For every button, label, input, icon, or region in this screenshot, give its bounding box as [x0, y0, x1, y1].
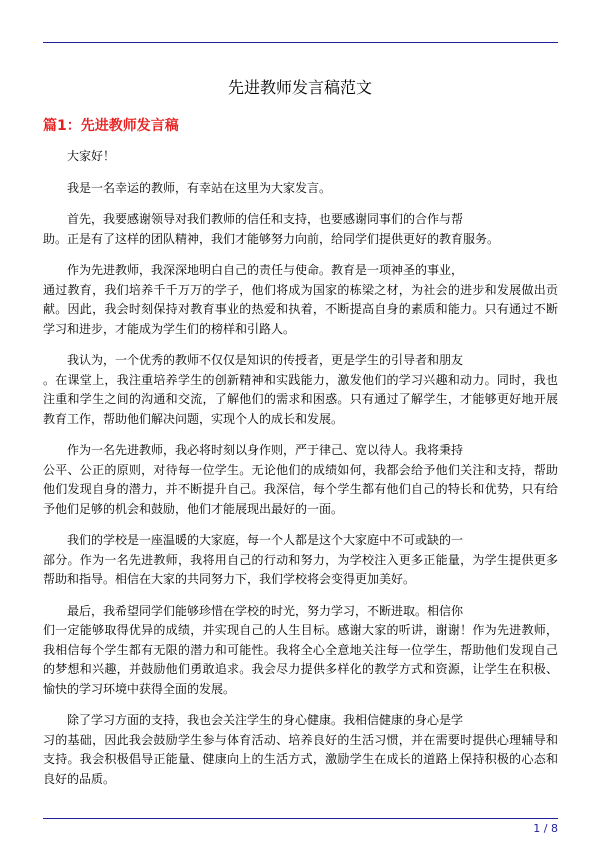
paragraph-line: 最后，我希望同学们能够珍惜在学校的时光，努力学习，不断进取。相信你: [67, 603, 464, 618]
paragraph-line: 大家好！: [67, 149, 116, 163]
paragraph-thanks: [43, 210, 558, 249]
paragraph-fairness: [43, 441, 558, 519]
document-body: [43, 147, 558, 801]
paragraph-line: 作为一名先进教师，我必将时刻以身作则，严于律己、宽以待人。我将秉持: [67, 443, 464, 457]
paragraph-line: 我们的学校是一座温暖的大家庭，每一个人都是这个大家庭中不可或缺的一: [67, 533, 464, 547]
paragraph-line: 作为先进教师，我深深地明白自己的责任与使命。教育是一项神圣的事业，: [67, 263, 464, 277]
paragraph-line: 习的基础，因此我会鼓励学生参与体育活动、培养良好的生活习惯，并在需要时提供心理辅导和支持。我会积极倡导正能量、健康向上的生活方式，激励学生在成长的道路上保持积极的心态和良好的品质。: [43, 732, 558, 786]
paragraph-closing: [43, 602, 558, 700]
paragraph-responsibility: [43, 261, 558, 339]
paragraph-line: 通过教育，我们培养千千万万的学子，他们将成为国家的栋梁之材，为社会的进步和发展做出贡献。因此，我会时刻保持对教育事业的热爱和执着，不断提高自身的素质和能力。只有通过不断学习和进步，才能成为学生们的榜样和引路人。: [43, 282, 558, 336]
paragraph-line: 除了学习方面的支持，我也会关注学生的身心健康。我相信健康的身心是学: [67, 713, 464, 727]
footer-rule: [43, 818, 558, 819]
paragraph-line: 助。正是有了这样的团队精神，我们才能够努力向前，给同学们提供更好的教育服务。: [43, 231, 500, 246]
paragraph-line: 们一定能够取得优异的成绩，并实现自己的人生目标。感谢大家的听讲，谢谢！作为先进教师，我相信每个学生都有无限的潜力和可能性。我将全心全意地关注每一位学生，帮助他们发现自己的梦想和兴趣，并鼓励他们勇敢追求。我会尽力提供多样化的教学方式和资源，让学生在积极、愉快的学习环境中获得全面的发展。: [43, 623, 558, 696]
paragraph-line: 我是一名幸运的教师，有幸站在这里为大家发言。: [67, 180, 332, 195]
paragraph-teacher-role: [43, 351, 558, 429]
page-number: 1 / 8: [533, 822, 558, 835]
paragraph-line: 首先，我要感谢领导对我们教师的信任和支持，也要感谢同事们的合作与帮: [67, 212, 464, 226]
paragraph-line: 公平、公正的原则，对待每一位学生。无论他们的成绩如何，我都会给予他们关注和支持，帮助他们发现自身的潜力，并不断提升自己。我深信，每个学生都有他们自己的特长和优势，只有给予他们足够的机会和鼓励，他们才能展现出最好的一面。: [43, 462, 558, 516]
header-rule: [43, 42, 558, 43]
paragraph-line: 我认为，一个优秀的教师不仅仅是知识的传授者，更是学生的引导者和朋友: [67, 353, 464, 367]
paragraph-intro: [43, 179, 558, 199]
paragraph-greeting: [43, 147, 558, 167]
section-heading: 篇1：先进教师发言稿: [43, 118, 179, 134]
paragraph-health: [43, 711, 558, 789]
paragraph-line: 。在课堂上，我注重培养学生的创新精神和实践能力，激发他们的学习兴趣和动力。同时，我也注重和学生之间的沟通和交流，了解他们的需求和困惑。只有通过了解学生，才能够更好地开展教育工作，帮助他们解决问题，实现个人的成长和发展。: [43, 372, 558, 426]
paragraph-line: 部分。作为一名先进教师，我将用自己的行动和努力，为学校注入更多正能量，为学生提供更多帮助和指导。相信在大家的共同努力下，我们学校将会变得更加美好。: [43, 552, 558, 586]
document-title: 先进教师发言稿范文: [227, 78, 372, 97]
paragraph-school-family: [43, 531, 558, 590]
